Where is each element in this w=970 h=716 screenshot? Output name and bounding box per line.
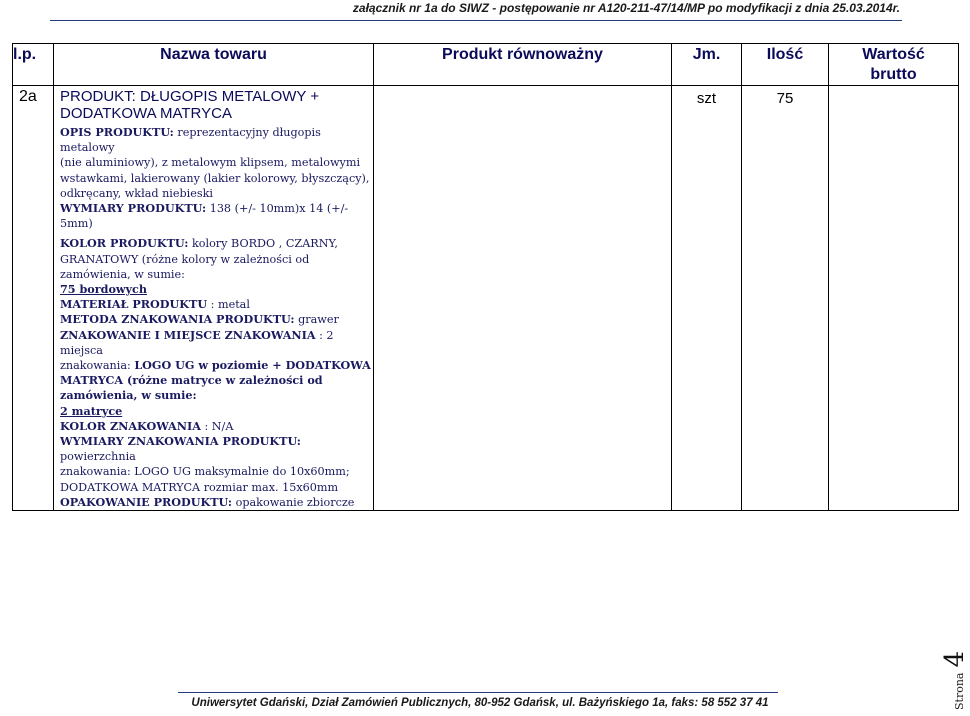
document-footer: Uniwersytet Gdański, Dział Zamówień Publicznych, 80-952 Gdańsk, ul. Bażyńskiego 1a, faks: 58 552 37 41 bbox=[191, 697, 769, 709]
header-divider bbox=[50, 20, 902, 21]
product-title-line1: PRODUKT: DŁUGOPIS METALOWY + bbox=[60, 88, 320, 105]
wymiary-znakowania-line2: znakowania: LOGO UG maksymalnie do 10x60mm; bbox=[60, 465, 350, 479]
header-jm: Jm. bbox=[672, 44, 742, 86]
opis-text: reprezentacyjny długopis metalowy bbox=[60, 126, 321, 155]
page-label: Strona bbox=[953, 672, 966, 710]
footer-divider bbox=[178, 692, 778, 693]
opakowanie-label: OPAKOWANIE PRODUKTU: bbox=[60, 494, 233, 509]
kolor-label: KOLOR PRODUKTU: bbox=[60, 236, 189, 251]
opis-label: OPIS PRODUKTU: bbox=[60, 125, 174, 139]
miejsce-line2-bold: LOGO UG w poziomie + DODATKOWA bbox=[134, 358, 371, 373]
kolor-znakowania-label: KOLOR ZNAKOWANIA bbox=[60, 418, 201, 433]
header-brutto-label: brutto bbox=[870, 66, 917, 83]
opis-line3: wstawkami, lakierowany (lakier kolorowy, błyszczący), bbox=[60, 171, 370, 185]
product-title bbox=[60, 88, 371, 122]
miejsce-text: : 2 miejsca bbox=[60, 328, 334, 357]
document-header: załącznik nr 1a do SIWZ - postępowanie nr A120-211-47/14/MP po modyfikacji z dnia 25.03.2014r. bbox=[352, 1, 900, 15]
row-jm: szt bbox=[672, 86, 742, 511]
header-produkt-rownowazny: Produkt równoważny bbox=[374, 44, 672, 86]
metoda-value: grawer bbox=[294, 313, 339, 327]
wymiary-label: WYMIARY PRODUKTU: bbox=[60, 201, 207, 216]
page-number-value: 4 bbox=[940, 650, 970, 668]
row-lp: 2a bbox=[13, 86, 54, 511]
wymiary-line2: 5mm) bbox=[60, 217, 93, 231]
miejsce-line5: 2 matryce bbox=[60, 403, 123, 418]
product-spec bbox=[60, 125, 371, 510]
table-row bbox=[13, 86, 959, 511]
header-wartosc-label: Wartość bbox=[862, 46, 925, 63]
kolor-line3: zamówienia, w sumie: bbox=[60, 267, 185, 281]
kolor-line2: GRANATOWY (różne kolory w zależności od bbox=[60, 252, 310, 266]
product-title-line2: DODATKOWA MATRYCA bbox=[60, 105, 232, 122]
header-ilosc: Ilość bbox=[742, 44, 829, 86]
row-ilosc: 75 bbox=[742, 86, 829, 511]
wymiary-text: 138 (+/- 10mm)x 14 (+/- bbox=[206, 202, 349, 216]
material-value: : metal bbox=[207, 298, 250, 312]
opis-line4: odkręcany, wkład niebieski bbox=[60, 186, 213, 200]
product-table bbox=[12, 43, 959, 511]
wymiary-znakowania-text: powierzchnia bbox=[60, 450, 136, 464]
table-header-row bbox=[13, 44, 959, 86]
header-nazwa-towaru: Nazwa towaru bbox=[54, 44, 374, 86]
row-wartosc-brutto bbox=[829, 86, 959, 511]
opakowanie-value: opakowanie zbiorcze bbox=[232, 495, 355, 509]
wymiary-znakowania-label: WYMIARY ZNAKOWANIA PRODUKTU: bbox=[60, 434, 301, 449]
row-produkt-rownowazny bbox=[374, 86, 672, 511]
header-lp: l.p. bbox=[13, 44, 54, 86]
kolor-text: kolory BORDO , CZARNY, bbox=[188, 237, 338, 251]
wymiary-znakowania-line3: DODATKOWA MATRYCA rozmiar max. 15x60mm bbox=[60, 480, 339, 494]
miejsce-line4: zamówienia, w sumie: bbox=[60, 388, 197, 403]
metoda-label: METODA ZNAKOWANIA PRODUKTU: bbox=[60, 312, 295, 327]
miejsce-line2-plain: znakowania: bbox=[60, 359, 135, 373]
header-wartosc-brutto bbox=[829, 44, 959, 86]
miejsce-label: ZNAKOWANIE I MIEJSCE ZNAKOWANIA bbox=[60, 327, 316, 342]
opis-line2: (nie aluminiowy), z metalowym klipsem, metalowymi bbox=[60, 156, 361, 170]
kolor-line4: 75 bordowych bbox=[60, 282, 148, 297]
miejsce-line3: MATRYCA (różne matryce w zależności od bbox=[60, 373, 323, 388]
material-label: MATERIAŁ PRODUKTU bbox=[60, 297, 208, 312]
row-description bbox=[54, 86, 374, 511]
kolor-znakowania-value: : N/A bbox=[200, 419, 234, 433]
